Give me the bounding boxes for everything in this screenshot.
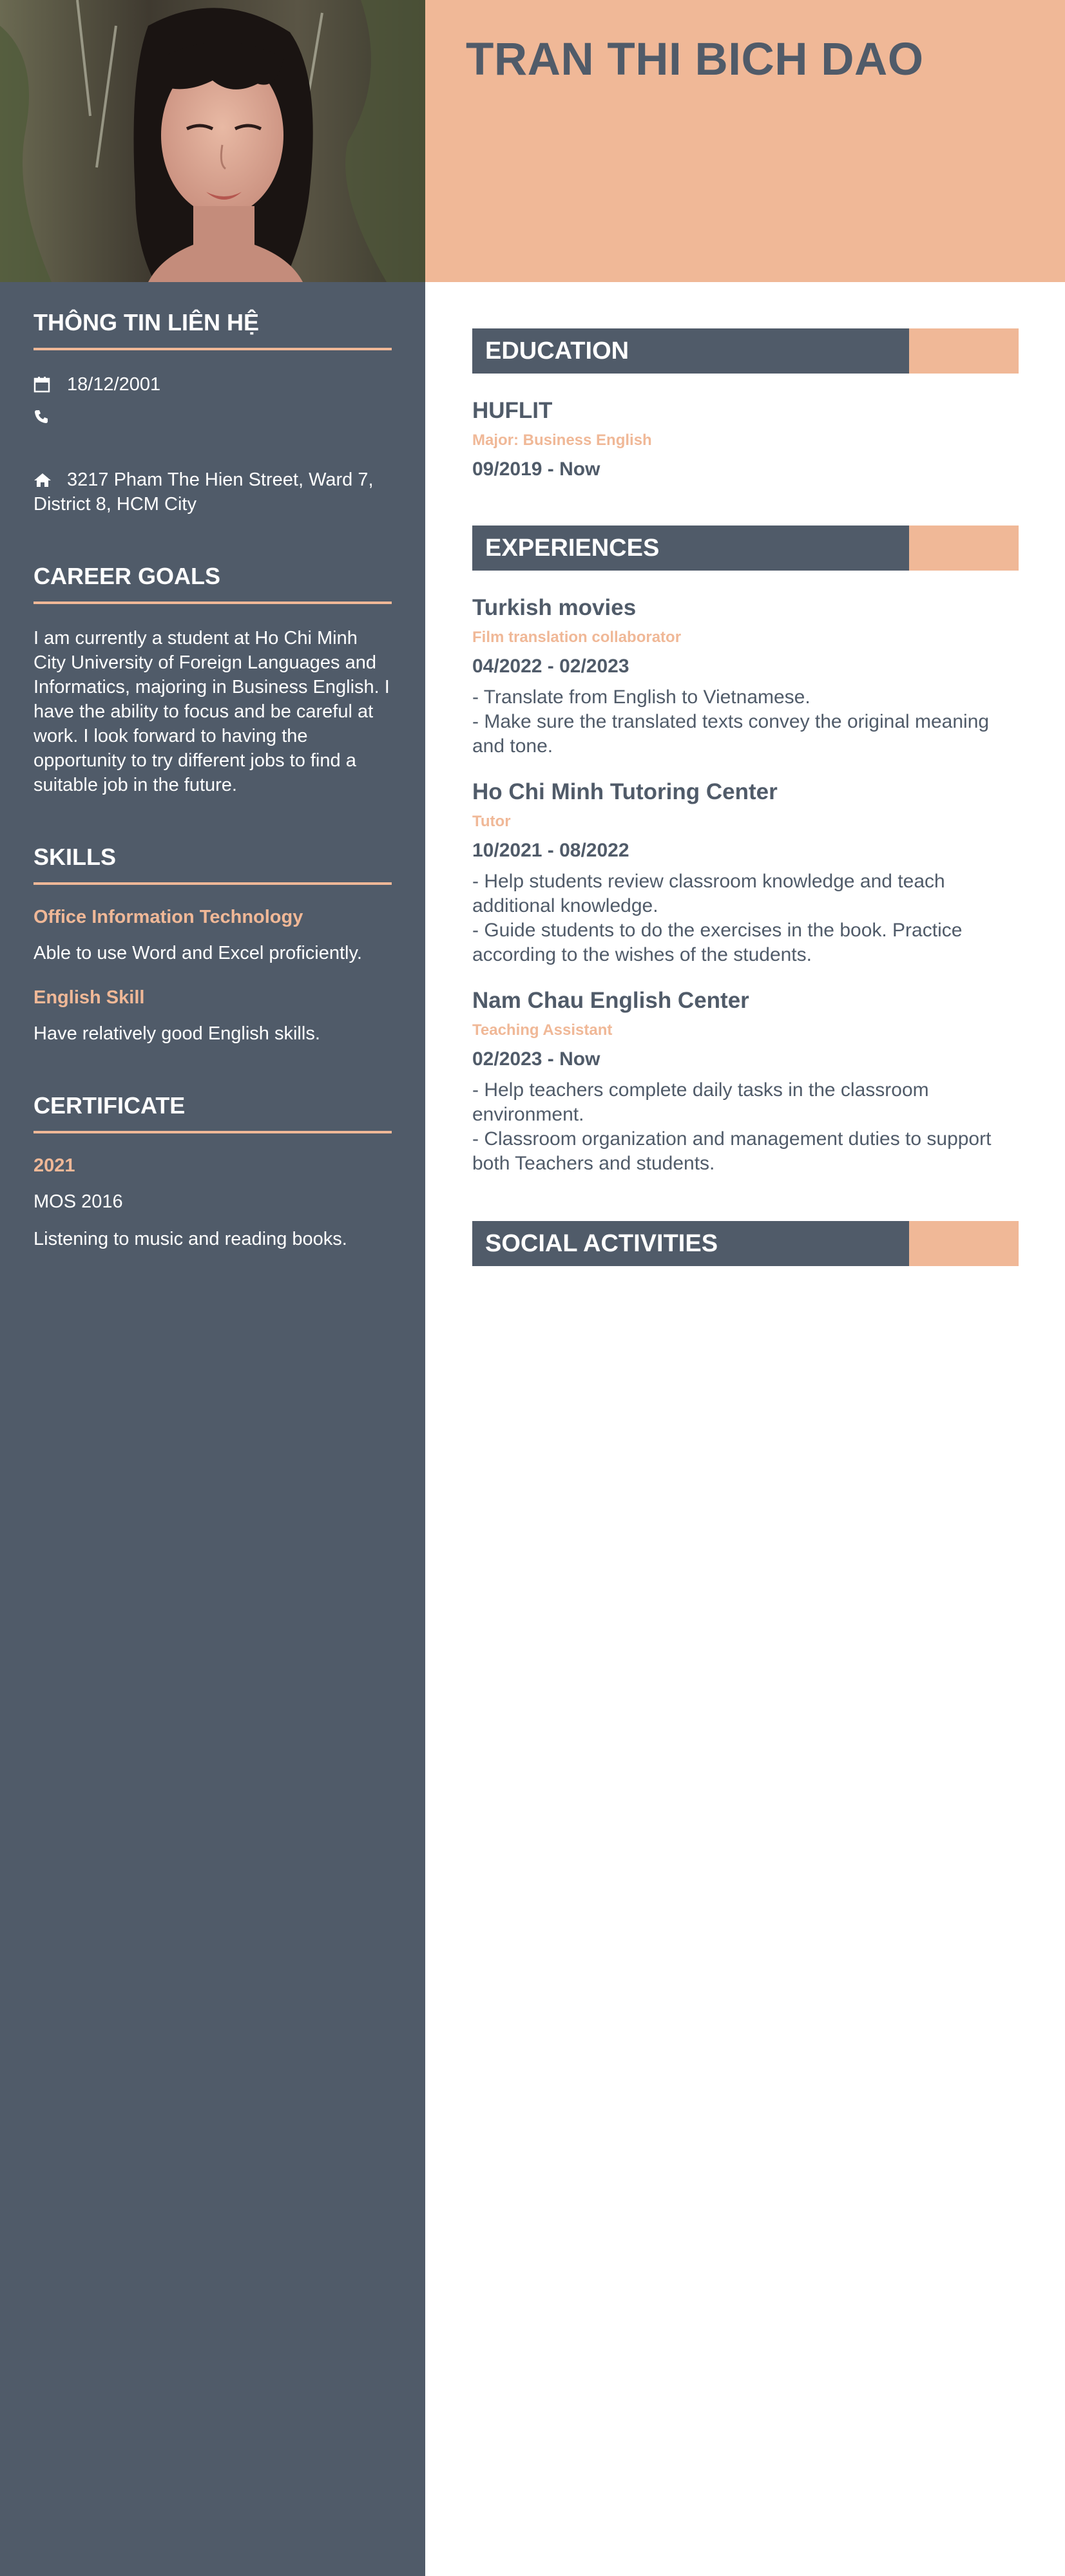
header-bar-accent (909, 328, 1019, 374)
experience-company: Turkish movies (472, 595, 637, 620)
birthday-row (34, 372, 392, 397)
phone-icon (34, 404, 67, 429)
spacer (472, 1195, 1019, 1221)
calendar-icon (34, 372, 67, 397)
contact-section (34, 309, 392, 516)
certificate-year: 2021 (34, 1155, 75, 1176)
header-band (425, 0, 1065, 282)
address-row (34, 468, 392, 516)
sidebar-content (34, 309, 392, 1298)
home-icon (34, 468, 67, 492)
contact-list (34, 372, 392, 516)
education-entry (472, 397, 1019, 480)
experience-role: Teaching Assistant (472, 1021, 613, 1039)
skills-heading: SKILLS (34, 844, 392, 885)
experience-period: 10/2021 - 08/2022 (472, 840, 629, 861)
experience-line: - Classroom organization and management duties to support both Teachers and students. (472, 1128, 992, 1174)
skill-desc: Able to use Word and Excel proficiently. (34, 943, 362, 963)
certificate-heading: CERTIFICATE (34, 1092, 392, 1133)
skill-name: Office Information Technology (34, 907, 303, 927)
experience-line: - Guide students to do the exercises in the book. Practice according to the wishes of the students. (472, 920, 963, 965)
career-goals-text: I am currently a student at Ho Chi Minh City University of Foreign Languages and Informatics, majoring in Business English. I have the ability to focus and be careful at work. I look forward to having the opportunity to try different jobs to find a suitable job in the future. (34, 628, 390, 795)
candidate-name: TRAN THI BICH DAO (466, 34, 924, 85)
experience-entry (472, 987, 1019, 1176)
contact-heading: THÔNG TIN LIÊN HỆ (34, 309, 392, 350)
experience-line: - Translate from English to Vietnamese. (472, 687, 811, 708)
experience-description (472, 869, 1019, 967)
career-goals-heading: CAREER GOALS (34, 563, 392, 604)
phone-row (34, 404, 392, 429)
certificate-section (34, 1092, 392, 1251)
education-header-bar (472, 328, 1019, 374)
profile-photo (0, 0, 425, 282)
certificate-extra: Listening to music and reading books. (34, 1229, 347, 1249)
experiences-header-bar (472, 526, 1019, 571)
experience-entry (472, 594, 1019, 759)
experience-period: 02/2023 - Now (472, 1048, 600, 1070)
experience-line: - Help students review classroom knowledge and teach additional knowledge. (472, 871, 945, 916)
school-name: HUFLIT (472, 398, 553, 423)
birthday-value: 18/12/2001 (67, 374, 161, 395)
experience-period: 04/2022 - 02/2023 (472, 656, 629, 677)
header-bar-accent (909, 526, 1019, 571)
header-bar-accent (909, 1221, 1019, 1266)
career-goals-section (34, 563, 392, 797)
education-period: 09/2019 - Now (472, 459, 600, 480)
experience-line: - Help teachers complete daily tasks in the classroom environment. (472, 1079, 929, 1125)
experience-description (472, 685, 1019, 759)
spacer (472, 500, 1019, 526)
experience-description (472, 1078, 1019, 1176)
skill-name: English Skill (34, 987, 145, 1008)
experiences-heading: EXPERIENCES (485, 535, 660, 562)
main-content (472, 328, 1019, 1289)
social-activities-heading: SOCIAL ACTIVITIES (485, 1230, 718, 1257)
experience-company: Ho Chi Minh Tutoring Center (472, 779, 778, 804)
experience-line: - Make sure the translated texts convey the original meaning and tone. (472, 711, 990, 757)
address-value: 3217 Pham The Hien Street, Ward 7, District 8, HCM City (34, 469, 374, 515)
experience-role: Tutor (472, 813, 511, 830)
skill-desc: Have relatively good English skills. (34, 1023, 320, 1044)
experience-entry (472, 778, 1019, 967)
experience-role: Film translation collaborator (472, 629, 682, 646)
social-activities-header-bar (472, 1221, 1019, 1266)
experience-company: Nam Chau English Center (472, 988, 749, 1013)
certificate-name: MOS 2016 (34, 1191, 123, 1212)
major: Major: Business English (472, 431, 652, 449)
education-heading: EDUCATION (485, 337, 629, 365)
skills-section (34, 844, 392, 1046)
